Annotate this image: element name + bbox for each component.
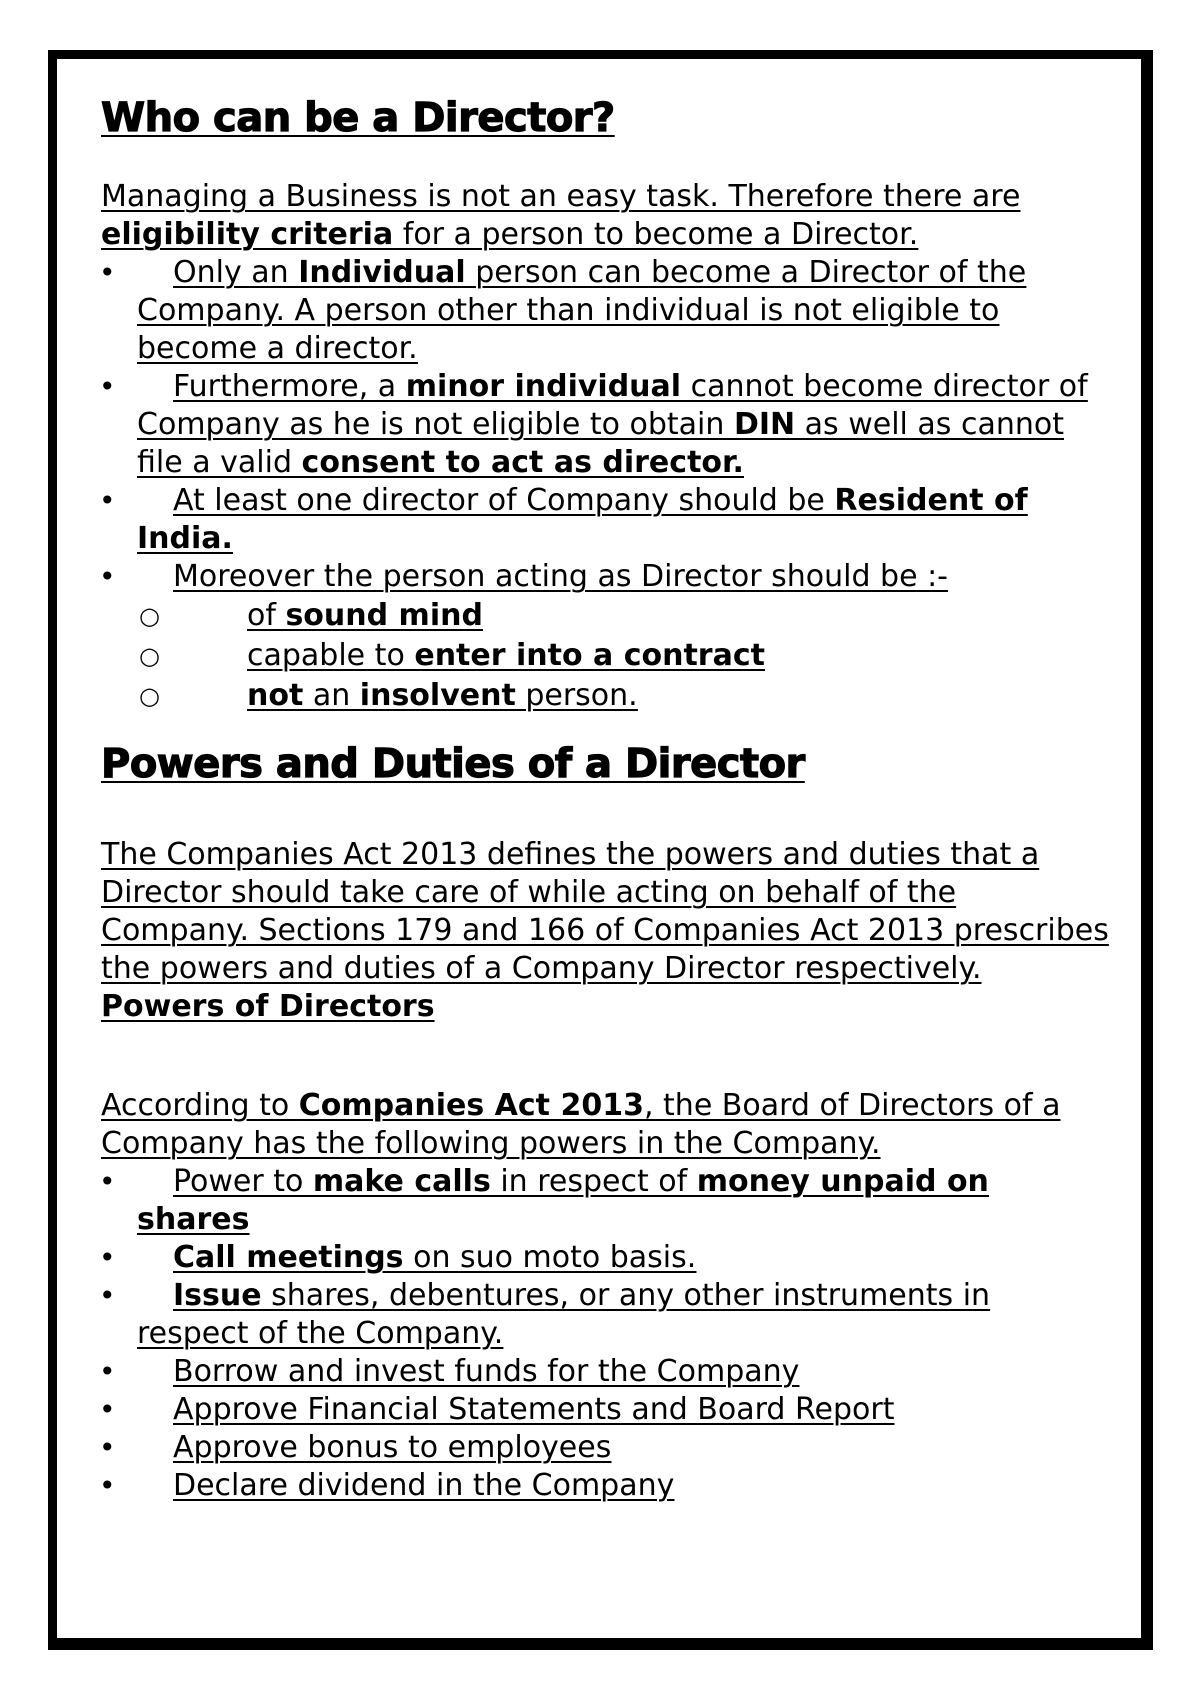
list-item — [101, 1239, 1111, 1277]
list-item — [101, 1353, 1111, 1391]
item-bold: Resident of India. — [137, 483, 1028, 556]
item-text: as well as cannot file a valid — [137, 407, 1064, 480]
intro-text: According to — [101, 1088, 299, 1123]
list-item — [101, 1429, 1111, 1467]
item-text: Moreover the person acting as Director should be :- — [173, 559, 949, 594]
item-bold: enter into a contract — [414, 638, 765, 673]
list-item — [101, 558, 1111, 596]
item-bold: make calls — [312, 1164, 491, 1199]
item-text: person can become a Director of the Company. A person other than individual is not eligible to become a director. — [137, 255, 1027, 366]
item-bold: sound mind — [285, 598, 483, 633]
item-text: cannot become director of Company as he is not eligible to obtain — [137, 369, 1088, 442]
item-text: Power to — [173, 1164, 313, 1199]
item-text: capable to — [247, 638, 415, 673]
item-bold: Individual — [298, 255, 466, 290]
powers-intro — [101, 1087, 1111, 1163]
item-bold: minor individual — [405, 369, 682, 404]
item-text: Furthermore, a — [173, 369, 406, 404]
item-text: Borrow and invest funds for the Company — [173, 1354, 800, 1389]
item-bold: DIN — [733, 407, 796, 442]
list-item — [101, 254, 1111, 368]
list-item — [101, 1163, 1111, 1239]
item-text: Only an — [173, 255, 299, 290]
list-item — [101, 482, 1111, 558]
powers-list — [101, 1163, 1111, 1505]
sub-list-item — [101, 596, 1111, 636]
item-text: in respect of — [490, 1164, 697, 1199]
sub-list-item — [101, 676, 1111, 716]
item-text: of — [247, 598, 286, 633]
item-text: At least one director of Company should be — [173, 483, 835, 518]
item-text: person. — [515, 678, 638, 713]
intro-text: , the Board of Directors of a Company has the following powers in the Company. — [101, 1088, 1061, 1161]
list-item — [101, 1467, 1111, 1505]
item-bold: not — [247, 678, 304, 713]
item-text: Declare dividend in the Company — [173, 1468, 675, 1503]
item-text: Approve Financial Statements and Board Report — [173, 1392, 895, 1427]
list-item — [101, 368, 1111, 482]
item-text: on suo moto basis. — [403, 1240, 697, 1275]
item-bold: insolvent — [359, 678, 516, 713]
item-bold: Issue — [173, 1278, 262, 1313]
item-bold: consent to act as director. — [301, 445, 744, 480]
heading-powers-and-duties: Powers and Duties of a Director — [101, 741, 805, 787]
item-text: Approve bonus to employees — [173, 1430, 612, 1465]
intro-text: for a person to become a Director. — [393, 217, 919, 252]
subheading-powers-of-directors: Powers of Directors — [101, 989, 435, 1024]
document-body — [101, 88, 1111, 1505]
intro-bold: Companies Act 2013 — [298, 1088, 644, 1123]
item-text: shares, debentures, or any other instruments in respect of the Company. — [137, 1278, 991, 1351]
heading-who-can-be-director: Who can be a Director? — [101, 95, 615, 141]
item-bold: Call meetings — [173, 1240, 404, 1275]
powers-duties-intro: The Companies Act 2013 defines the powers and duties that a Director should take care of while acting on behalf of the Company. Sections 179 and 166 of Companies Act 2013 prescribes the powers and duties of a Company Director respectively. — [101, 837, 1109, 986]
list-item — [101, 1277, 1111, 1353]
intro-bold: eligibility criteria — [101, 217, 394, 252]
item-text: an — [303, 678, 360, 713]
sub-list-item — [101, 636, 1111, 676]
item-bold: money unpaid on shares — [137, 1164, 989, 1237]
intro-text: Managing a Business is not an easy task. Therefore there are — [101, 179, 1021, 214]
eligibility-intro — [101, 178, 1111, 254]
list-item — [101, 1391, 1111, 1429]
eligibility-list — [101, 254, 1111, 716]
